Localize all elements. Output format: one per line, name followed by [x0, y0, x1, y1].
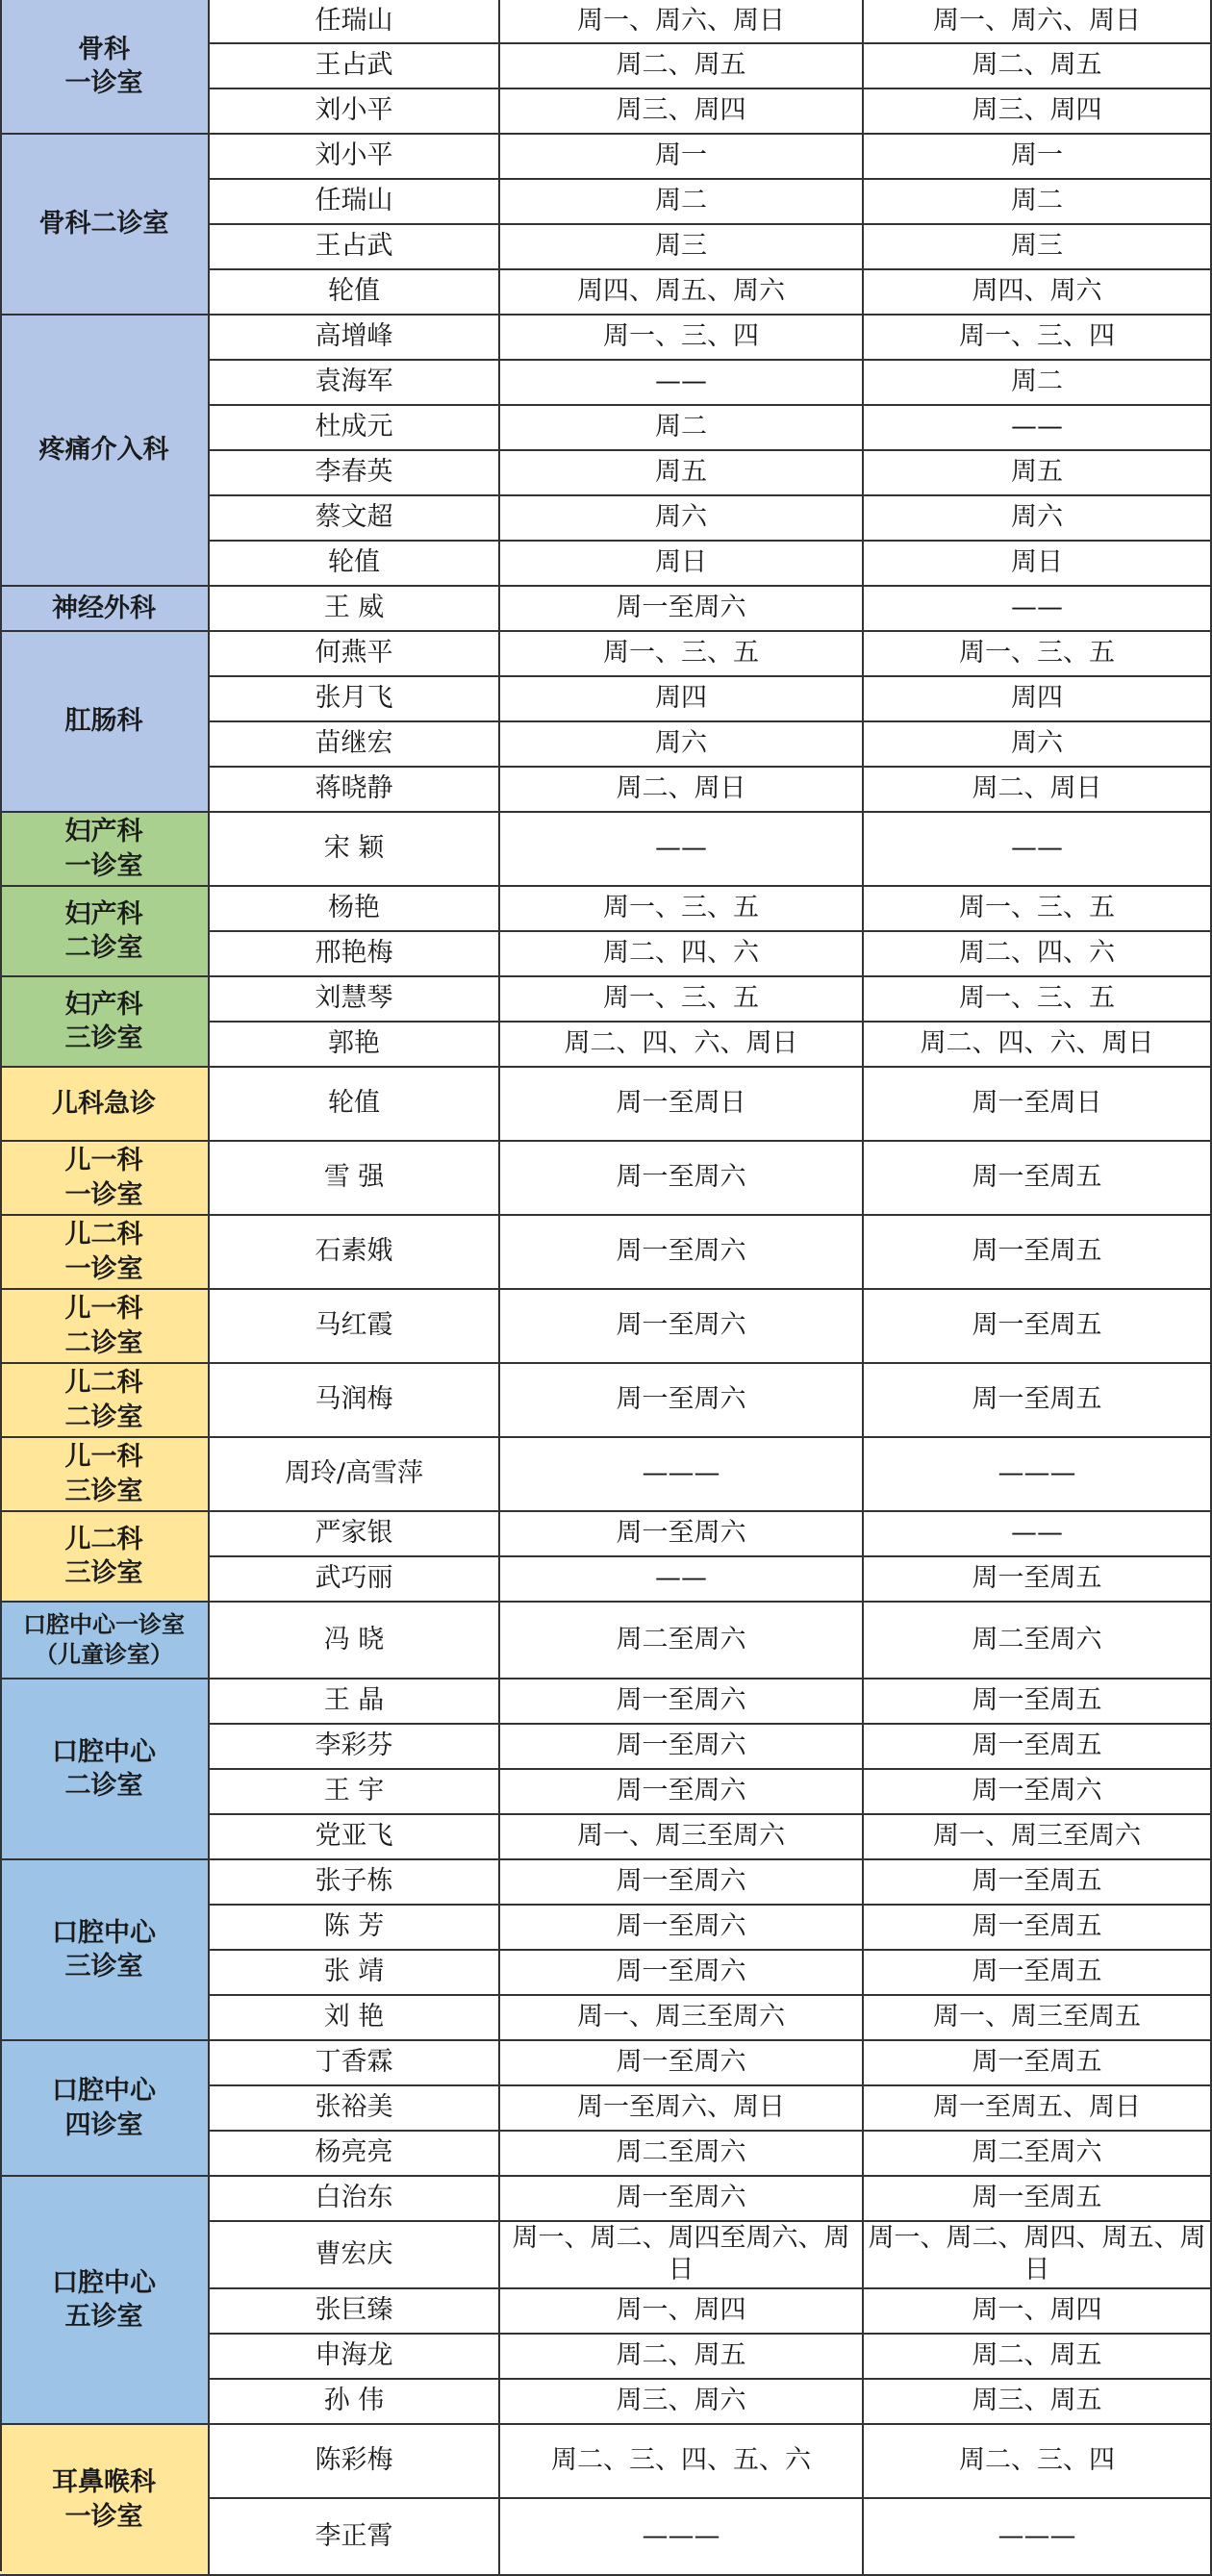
schedule-col-a: 周二 [500, 180, 864, 225]
schedule-col-b: —— [864, 406, 1212, 451]
doctor-name: 任瑞山 [210, 180, 500, 225]
doctor-name: 张 靖 [210, 1951, 500, 1996]
doctor-name: 张裕美 [210, 2086, 500, 2132]
department-cell: 儿一科 一诊室 [0, 1142, 210, 1216]
department-cell: 骨科 一诊室 [0, 0, 210, 135]
department-cell: 肛肠科 [0, 632, 210, 813]
schedule-col-b: ——— [864, 1438, 1212, 1512]
schedule-col-a: —— [500, 361, 864, 406]
doctor-name: 轮值 [210, 1068, 500, 1142]
department-cell: 妇产科 三诊室 [0, 977, 210, 1068]
schedule-col-a: 周二 [500, 406, 864, 451]
schedule-col-b: 周一、周六、周日 [864, 0, 1212, 44]
department-cell: 口腔中心 三诊室 [0, 1860, 210, 2041]
schedule-col-b: 周一至周五 [864, 1557, 1212, 1603]
doctor-name: 党亚飞 [210, 1815, 500, 1860]
schedule-col-b: 周二、周五 [864, 44, 1212, 89]
department-cell: 疼痛介入科 [0, 316, 210, 587]
schedule-col-a: 周二、四、六、周日 [500, 1023, 864, 1068]
doctor-name: 王占武 [210, 225, 500, 270]
doctor-name: 石素娥 [210, 1216, 500, 1290]
doctor-name: 王 威 [210, 587, 500, 632]
schedule-col-b: 周一、三、五 [864, 887, 1212, 932]
schedule-col-b: 周日 [864, 542, 1212, 587]
schedule-col-a: 周一至周六 [500, 2041, 864, 2086]
schedule-col-b: 周一、周三至周六 [864, 1815, 1212, 1860]
schedule-col-b: 周一 [864, 135, 1212, 180]
schedule-col-b: 周一、周三至周五 [864, 1996, 1212, 2041]
department-cell: 儿二科 三诊室 [0, 1512, 210, 1603]
department-cell: 口腔中心 五诊室 [0, 2177, 210, 2425]
schedule-col-a: 周一、周六、周日 [500, 0, 864, 44]
schedule-col-a: ——— [500, 2499, 864, 2576]
table-left-border [0, 0, 2, 2571]
schedule-col-b: 周一至周五 [864, 2041, 1212, 2086]
schedule-col-b: 周一、周四 [864, 2289, 1212, 2335]
doctor-name: 曹宏庆 [210, 2222, 500, 2289]
doctor-name: 丁香霖 [210, 2041, 500, 2086]
schedule-col-b: 周六 [864, 722, 1212, 768]
doctor-name: 严家银 [210, 1512, 500, 1557]
doctor-name: 周玲/高雪萍 [210, 1438, 500, 1512]
schedule-col-b: 周一、三、五 [864, 977, 1212, 1023]
schedule-col-a: 周一至周六 [500, 1512, 864, 1557]
doctor-name: 杜成元 [210, 406, 500, 451]
doctor-name: 陈 芳 [210, 1906, 500, 1951]
schedule-col-a: 周五 [500, 451, 864, 496]
schedule-col-a: 周一至周六、周日 [500, 2086, 864, 2132]
schedule-col-a: 周一至周六 [500, 587, 864, 632]
schedule-col-b: 周一至周五 [864, 1951, 1212, 1996]
doctor-name: 李春英 [210, 451, 500, 496]
doctor-name: 蒋晓静 [210, 768, 500, 813]
schedule-col-b: 周三 [864, 225, 1212, 270]
schedule-col-b: 周一至周五 [864, 1860, 1212, 1906]
department-cell: 神经外科 [0, 587, 210, 632]
schedule-col-a: 周二、三、四、五、六 [500, 2425, 864, 2499]
schedule-col-a: 周二、周日 [500, 768, 864, 813]
schedule-col-b: 周一至周五 [864, 1679, 1212, 1725]
schedule-col-a: 周一、周四 [500, 2289, 864, 2335]
department-cell: 妇产科 二诊室 [0, 887, 210, 977]
doctor-name: 杨亮亮 [210, 2132, 500, 2177]
department-cell: 口腔中心 二诊室 [0, 1679, 210, 1860]
schedule-col-b: 周一、周二、周四、周五、周日 [864, 2222, 1212, 2289]
schedule-col-b: 周四、周六 [864, 270, 1212, 316]
schedule-col-b: 周六 [864, 496, 1212, 542]
schedule-col-a: 周二至周六 [500, 2132, 864, 2177]
schedule-col-b: 周一至周五 [864, 1142, 1212, 1216]
schedule-col-a: 周六 [500, 722, 864, 768]
schedule-col-a: 周六 [500, 496, 864, 542]
schedule-col-a: 周一、三、四 [500, 316, 864, 361]
doctor-name: 刘 艳 [210, 1996, 500, 2041]
doctor-name: 马润梅 [210, 1364, 500, 1438]
schedule-col-b: 周一至周日 [864, 1068, 1212, 1142]
doctor-name: 李正霄 [210, 2499, 500, 2576]
schedule-col-a: 周一至周六 [500, 1906, 864, 1951]
schedule-col-a: ——— [500, 1438, 864, 1512]
department-cell: 儿一科 三诊室 [0, 1438, 210, 1512]
schedule-col-a: 周四、周五、周六 [500, 270, 864, 316]
schedule-col-b: —— [864, 813, 1212, 887]
schedule-col-b: —— [864, 587, 1212, 632]
schedule-col-a: 周一至周六 [500, 1725, 864, 1770]
schedule-col-a: 周一、三、五 [500, 887, 864, 932]
doctor-name: 蔡文超 [210, 496, 500, 542]
schedule-col-b: 周一至周五 [864, 1906, 1212, 1951]
schedule-col-a: 周一至周六 [500, 1951, 864, 1996]
doctor-name: 冯 晓 [210, 1603, 500, 1679]
schedule-col-b: 周三、周四 [864, 89, 1212, 135]
schedule-col-b: 周二、周日 [864, 768, 1212, 813]
schedule-col-a: 周一至周六 [500, 2177, 864, 2222]
schedule-col-b: 周一至周六 [864, 1770, 1212, 1815]
schedule-col-a: 周四 [500, 677, 864, 722]
doctor-name: 王占武 [210, 44, 500, 89]
department-cell: 口腔中心 四诊室 [0, 2041, 210, 2177]
schedule-col-a: 周二至周六 [500, 1603, 864, 1679]
schedule-col-b: 周一至周五 [864, 2177, 1212, 2222]
doctor-name: 张月飞 [210, 677, 500, 722]
doctor-name: 宋 颖 [210, 813, 500, 887]
schedule-col-a: 周一至周六 [500, 1679, 864, 1725]
doctor-name: 轮值 [210, 542, 500, 587]
doctor-name: 白治东 [210, 2177, 500, 2222]
doctor-name: 王 晶 [210, 1679, 500, 1725]
schedule-col-b: 周二至周六 [864, 2132, 1212, 2177]
schedule-col-b: 周一至周五 [864, 1216, 1212, 1290]
schedule-col-b: 周五 [864, 451, 1212, 496]
schedule-col-b: 周一至周五 [864, 1725, 1212, 1770]
doctor-name: 邢艳梅 [210, 932, 500, 977]
schedule-col-a: 周日 [500, 542, 864, 587]
schedule-col-b: 周一至周五 [864, 1364, 1212, 1438]
doctor-name: 刘小平 [210, 89, 500, 135]
schedule-col-a: —— [500, 1557, 864, 1603]
department-cell: 骨科二诊室 [0, 135, 210, 316]
schedule-col-a: 周二、周五 [500, 44, 864, 89]
schedule-col-b: 周二、周五 [864, 2335, 1212, 2380]
schedule-col-b: 周二 [864, 361, 1212, 406]
schedule-col-b: 周二、四、六、周日 [864, 1023, 1212, 1068]
schedule-col-b: 周二 [864, 180, 1212, 225]
doctor-name: 刘慧琴 [210, 977, 500, 1023]
doctor-name: 轮值 [210, 270, 500, 316]
doctor-name: 武巧丽 [210, 1557, 500, 1603]
doctor-name: 郭艳 [210, 1023, 500, 1068]
doctor-name: 王 宇 [210, 1770, 500, 1815]
doctor-name: 陈彩梅 [210, 2425, 500, 2499]
schedule-col-b: 周一、三、四 [864, 316, 1212, 361]
schedule-col-a: 周一至周六 [500, 1860, 864, 1906]
doctor-name: 孙 伟 [210, 2380, 500, 2425]
schedule-col-a: 周一至周六 [500, 1290, 864, 1364]
doctor-name: 张子栋 [210, 1860, 500, 1906]
schedule-col-a: 周三、周四 [500, 89, 864, 135]
schedule-col-a: 周一至周六 [500, 1770, 864, 1815]
doctor-name: 苗继宏 [210, 722, 500, 768]
department-cell: 口腔中心一诊室 （儿童诊室） [0, 1603, 210, 1679]
schedule-col-a: 周一、三、五 [500, 632, 864, 677]
doctor-name: 何燕平 [210, 632, 500, 677]
schedule-col-b: —— [864, 1512, 1212, 1557]
department-cell: 儿二科 一诊室 [0, 1216, 210, 1290]
doctor-name: 杨艳 [210, 887, 500, 932]
doctor-name: 高增峰 [210, 316, 500, 361]
schedule-col-a: 周一至周六 [500, 1142, 864, 1216]
schedule-col-b: 周一至周五、周日 [864, 2086, 1212, 2132]
doctor-name: 雪 强 [210, 1142, 500, 1216]
department-cell: 儿一科 二诊室 [0, 1290, 210, 1364]
schedule-col-a: 周一至周日 [500, 1068, 864, 1142]
department-cell: 儿二科 二诊室 [0, 1364, 210, 1438]
schedule-col-a: 周一至周六 [500, 1216, 864, 1290]
doctor-name: 任瑞山 [210, 0, 500, 44]
schedule-col-b: 周二、三、四 [864, 2425, 1212, 2499]
schedule-col-a: 周一、周三至周六 [500, 1996, 864, 2041]
schedule-col-a: 周二、周五 [500, 2335, 864, 2380]
schedule-col-a: 周一、周二、周四至周六、周日 [500, 2222, 864, 2289]
schedule-col-b: 周四 [864, 677, 1212, 722]
schedule-col-a: 周三、周六 [500, 2380, 864, 2425]
doctor-name: 张巨臻 [210, 2289, 500, 2335]
schedule-col-a: 周一、三、五 [500, 977, 864, 1023]
schedule-col-b: 周二、四、六 [864, 932, 1212, 977]
schedule-col-b: ——— [864, 2499, 1212, 2576]
doctor-name: 马红霞 [210, 1290, 500, 1364]
schedule-col-a: —— [500, 813, 864, 887]
schedule-col-a: 周三 [500, 225, 864, 270]
schedule-col-b: 周一至周五 [864, 1290, 1212, 1364]
schedule-col-a: 周一 [500, 135, 864, 180]
doctor-name: 申海龙 [210, 2335, 500, 2380]
schedule-col-b: 周二至周六 [864, 1603, 1212, 1679]
department-cell: 儿科急诊 [0, 1068, 210, 1142]
department-cell: 妇产科 一诊室 [0, 813, 210, 887]
doctor-name: 袁海军 [210, 361, 500, 406]
department-cell: 耳鼻喉科 一诊室 [0, 2425, 210, 2576]
schedule-col-b: 周三、周五 [864, 2380, 1212, 2425]
schedule-col-a: 周一至周六 [500, 1364, 864, 1438]
schedule-col-a: 周二、四、六 [500, 932, 864, 977]
schedule-col-b: 周一、三、五 [864, 632, 1212, 677]
schedule-col-a: 周一、周三至周六 [500, 1815, 864, 1860]
doctor-name: 刘小平 [210, 135, 500, 180]
doctor-name: 李彩芬 [210, 1725, 500, 1770]
